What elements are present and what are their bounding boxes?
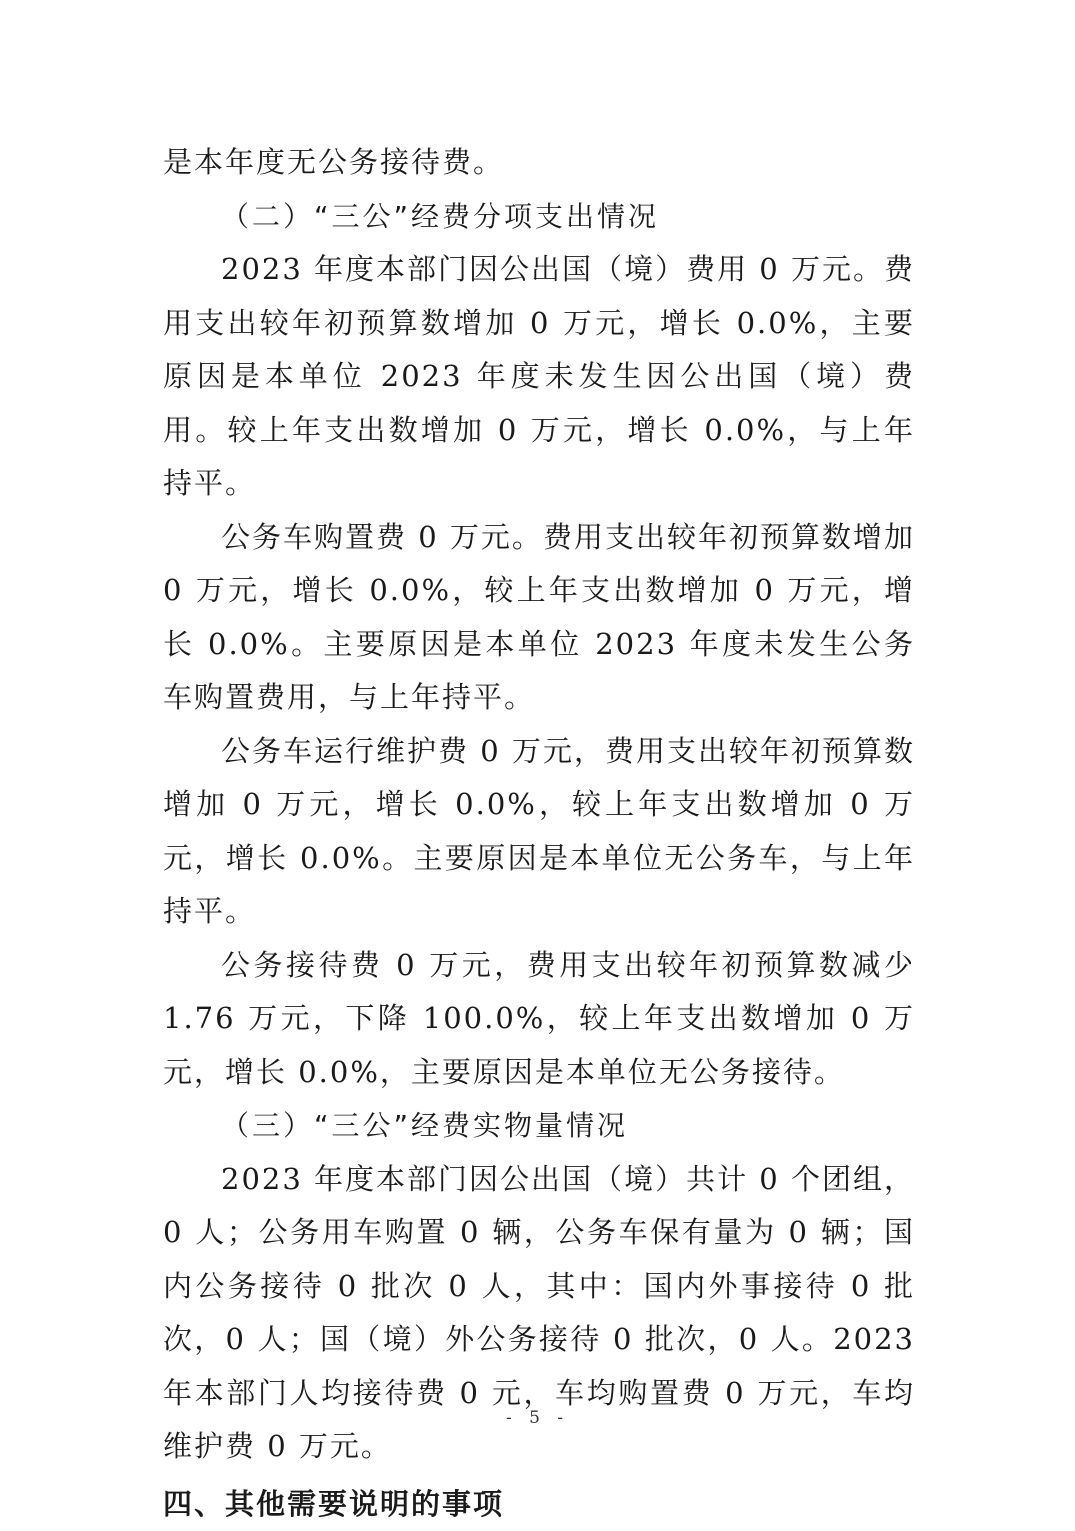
subheading-physical-quantity: （三）“三公”经费实物量情况 (163, 1099, 915, 1153)
section-heading-other-matters: 四、其他需要说明的事项 (163, 1478, 915, 1531)
document-body (163, 136, 915, 1531)
paragraph-physical-quantity: 2023 年度本部门因公出国（境）共计 0 个团组，0 人；公务用车购置 0 辆，公务车保有量为 0 辆；国内公务接待 0 批次 0 人，其中：国内外事接待 0 批次，0 人；国（境）外公务接待 0 批次，0 人。2023 年本部门人均接待费 0 元，车均购置费 0 万元，车均维护费 0 万元。 (163, 1153, 915, 1474)
paragraph-reception: 公务接待费 0 万元，费用支出较年初预算数减少 1.76 万元，下降 100.0%，较上年支出数增加 0 万元，增长 0.0%，主要原因是本单位无公务接待。 (163, 939, 915, 1100)
paragraph-overseas-travel: 2023 年度本部门因公出国（境）费用 0 万元。费用支出较年初预算数增加 0 万元，增长 0.0%，主要原因是本单位 2023 年度未发生因公出国（境）费用。较上年支出数增加 0 万元，增长 0.0%，与上年持平。 (163, 243, 915, 511)
paragraph-vehicle-purchase: 公务车购置费 0 万元。费用支出较年初预算数增加 0 万元，增长 0.0%，较上年支出数增加 0 万元，增长 0.0%。主要原因是本单位 2023 年度未发生公务车购置费用，与上年持平。 (163, 511, 915, 725)
paragraph-continuation: 是本年度无公务接待费。 (163, 136, 915, 190)
page-number: - 5 - (0, 1408, 1075, 1428)
paragraph-vehicle-maintenance: 公务车运行维护费 0 万元，费用支出较年初预算数增加 0 万元，增长 0.0%，较上年支出数增加 0 万元，增长 0.0%。主要原因是本单位无公务车，与上年持平。 (163, 725, 915, 939)
subheading-breakdown: （二）“三公”经费分项支出情况 (163, 190, 915, 244)
